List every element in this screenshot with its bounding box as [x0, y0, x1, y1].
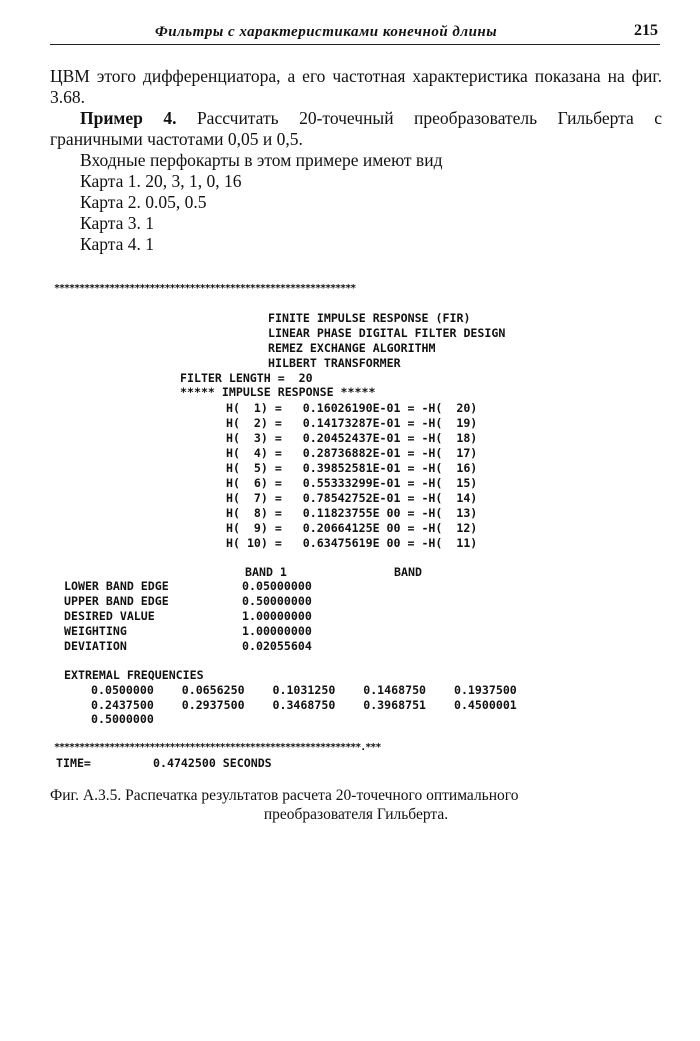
time-label: TIME=: [56, 756, 91, 770]
body-text: [50, 66, 662, 255]
caption-line: преобразователя Гильберта.: [263, 806, 449, 823]
card-line: Карта 4. 1: [80, 234, 154, 254]
printout-title-line: HILBERT TRANSFORMER: [268, 356, 401, 370]
printout-stars-bottom: *************************************************************.***: [54, 742, 381, 752]
figure-caption: [50, 786, 662, 824]
band-row-label: DESIRED VALUE: [64, 609, 155, 623]
cards-intro: Входные перфокарты в этом примере имеют вид: [80, 150, 443, 170]
impulse-row: H( 5) = 0.39852581E-01 = -H( 16): [226, 461, 478, 475]
card-line: Карта 3. 1: [80, 213, 154, 233]
band-row-value: 0.05000000: [242, 579, 312, 593]
filter-length: FILTER LENGTH = 20: [180, 371, 313, 385]
extremal-row: 0.5000000: [91, 712, 154, 726]
band-row-label: WEIGHTING: [64, 624, 127, 638]
extremal-frequencies-header: EXTREMAL FREQUENCIES: [64, 668, 204, 682]
band-row-label: UPPER BAND EDGE: [64, 594, 169, 608]
time-value: 0.4742500 SECONDS: [153, 756, 272, 770]
band-row-label: LOWER BAND EDGE: [64, 579, 169, 593]
impulse-row: H( 7) = 0.78542752E-01 = -H( 14): [226, 491, 478, 505]
impulse-response-header: ***** IMPULSE RESPONSE *****: [180, 385, 376, 399]
page-number: 215: [634, 22, 658, 39]
impulse-row: H( 2) = 0.14173287E-01 = -H( 19): [226, 416, 478, 430]
card-line: Карта 2. 0.05, 0.5: [80, 192, 207, 212]
impulse-row: H( 6) = 0.55333299E-01 = -H( 15): [226, 476, 478, 490]
band-row-value: 0.02055604: [242, 639, 312, 653]
impulse-row: H( 9) = 0.20664125E 00 = -H( 12): [226, 521, 478, 535]
printout-title-line: REMEZ EXCHANGE ALGORITHM: [268, 341, 436, 355]
printout-title-line: LINEAR PHASE DIGITAL FILTER DESIGN: [268, 326, 506, 340]
band-row-value: 0.50000000: [242, 594, 312, 608]
running-title: Фильтры с характеристиками конечной длины: [155, 24, 498, 40]
printout-title-line: FINITE IMPULSE RESPONSE (FIR): [268, 311, 471, 325]
extremal-row: 0.0500000 0.0656250 0.1031250 0.1468750 0.1937500: [91, 683, 517, 697]
paragraph-1: ЦВМ этого дифференциатора, а его частотная характеристика показана на фиг. 3.68.: [50, 66, 662, 107]
impulse-row: H( 4) = 0.28736882E-01 = -H( 17): [226, 446, 478, 460]
card-line: Карта 1. 20, 3, 1, 0, 16: [80, 171, 242, 191]
impulse-row: H( 1) = 0.16026190E-01 = -H( 20): [226, 401, 478, 415]
example-text: Рассчитать 20-точечный преобразователь Гильберта с граничными частотами 0,05 и 0,5.: [50, 108, 662, 149]
band-row-value: 1.00000000: [242, 624, 312, 638]
band-row-value: 1.00000000: [242, 609, 312, 623]
running-header: [50, 22, 660, 45]
example-paragraph: [50, 108, 662, 150]
extremal-row: 0.2437500 0.2937500 0.3468750 0.3968751 0.4500001: [91, 698, 517, 712]
caption-line: Фиг. А.3.5. Распечатка результатов расчета 20-точечного оптимального: [50, 787, 519, 804]
band-header: BAND: [394, 565, 422, 579]
impulse-row: H( 8) = 0.11823755E 00 = -H( 13): [226, 506, 478, 520]
impulse-row: H( 3) = 0.20452437E-01 = -H( 18): [226, 431, 478, 445]
band-1-header: BAND 1: [245, 565, 287, 579]
example-label: Пример 4.: [80, 108, 177, 128]
printout-stars-top: ************************************************************: [54, 283, 356, 293]
band-row-label: DEVIATION: [64, 639, 127, 653]
impulse-row: H( 10) = 0.63475619E 00 = -H( 11): [226, 536, 478, 550]
